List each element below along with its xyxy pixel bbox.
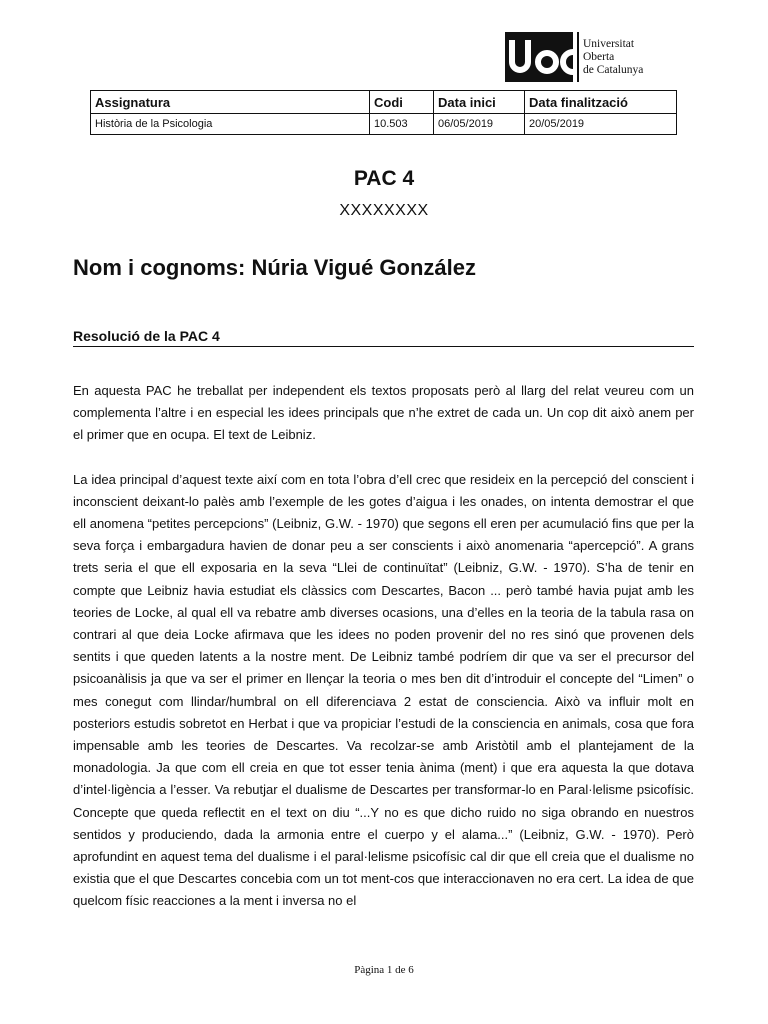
logo-line: de Catalunya [583, 63, 644, 76]
header-data-inici: Data inici [434, 91, 525, 114]
cell-codi: 10.503 [370, 114, 434, 135]
logo-line: Oberta [583, 50, 615, 63]
paragraph: En aquesta PAC he treballat per independent els textos proposats però al llarg del relat veureu com un complementa l’altre i en especial les idees principals que n’he extret de cada un. Un cop dit això anem per el primer que en ocupa. El text de Leibniz. [73, 383, 694, 443]
body-text [73, 380, 694, 935]
logo-text [583, 38, 643, 77]
uoc-logo-mark [505, 32, 573, 82]
section-heading: Resolució de la PAC 4 [73, 328, 694, 347]
table-row [91, 114, 677, 135]
student-name: Nom i cognoms: Núria Vigué González [73, 255, 476, 280]
header-data-finalitzacio: Data finalització [525, 91, 677, 114]
document-subtitle: XXXXXXXX [339, 202, 429, 219]
page-footer: Pàgina 1 de 6 [354, 964, 414, 976]
paragraph: La idea principal d’aquest texte així com en tota l’obra d’ell crec que resideix en la percepció del conscient i inconscient deixant-lo palès amb l’exemple de les gotes d’aigua i les onades, on intenta demostrar el que ell anomena “petites percepcions” (Leibniz, G.W. - 1970) que segons ell eren per acumulació fins que per la seva força i embargadura havien de donar peu a ser conscients i això anomenaria “apercepció”. A grans trets seria el que ell exposaria en la seva “Llei de continuïtat” (Leibniz, G.W. - 1970). S’ha de tenir en compte que Leibniz havia estudiat els clàssics com Descartes, Bacon ... però també havia pujat amb les teories de Locke, al qual ell va rebatre amb diverses ocasions, una d’elles en la teoria de la tabula rasa on contrari al que deia Locke afirmava que les idees no poden provenir del no res sinó que provenen dels sentits i que queden latents a la nostre ment. De Leibniz també podríem dir que va ser el precursor del psicoanàlisis ja que va ser el primer en llençar la teoria o mes ben dit d’introduir el concepte del “Limen” o mes conegut com llindar/humbral on ell diferenciava 2 estat de consciencia. Això va influir molt en posteriors estudis sobretot en Herbat i que va propiciar l’estudi de la consciencia en animals, cosa que fora impensable amb les teories de Descartes. Va recolzar-se amb Aristòtil amb el plantejament de la monadologia. Ja que com ell creia en que tot esser tenia ànima (ment) i que era aquesta la que dotava d’intel·ligència a l’esser. Va rebutjar el dualisme de Descartes per transformar-lo en Paral·lelisme psicofísic. Concepte que queda reflectit en el text on diu “...Y no es que dicho ruido no siga obrando en nuestros sentidos y produciendo, dada la armonia entre el cuerpo y el alama...” (Leibniz, G.W. - 1970). Però aprofundint en aquest tema del dualisme i el paral·lelisme psicofísic cal dir que ell creia que el dualisme no existia que el que Descartes concebia com un tot ment-cos que interaccionaven no era cert. La idea de que quelcom físic reacciones a la ment i inversa no el [73, 471, 694, 909]
cell-data-finalitzacio: 20/05/2019 [525, 114, 677, 135]
document-title: PAC 4 [353, 167, 415, 190]
logo-line: Universitat [583, 37, 635, 50]
cell-data-inici: 06/05/2019 [434, 114, 525, 135]
table-header-row [91, 91, 677, 114]
header-codi: Codi [370, 91, 434, 114]
course-info-table [90, 90, 677, 135]
uoc-logo [505, 32, 643, 82]
logo-divider [577, 32, 579, 82]
cell-assignatura: Història de la Psicologia [91, 114, 370, 135]
header-assignatura: Assignatura [91, 91, 370, 114]
